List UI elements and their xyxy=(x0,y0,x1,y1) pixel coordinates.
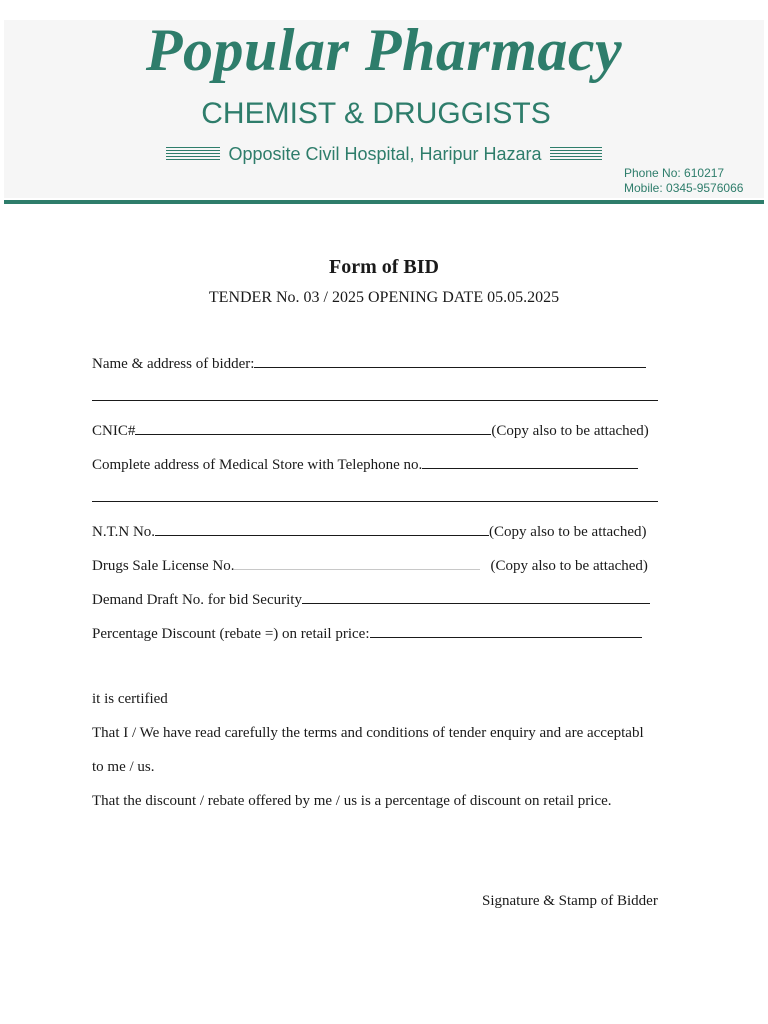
discount-field[interactable] xyxy=(370,621,642,638)
signature-label: Signature & Stamp of Bidder xyxy=(482,893,658,909)
name-address-label: Name & address of bidder: xyxy=(92,356,255,372)
medical-store-field[interactable] xyxy=(422,452,638,469)
ntn-row xyxy=(92,519,647,542)
cnic-note: (Copy also to be attached) xyxy=(491,423,649,439)
name-address-field-line2[interactable] xyxy=(92,400,658,401)
brand-subtitle: CHEMIST & DRUGGISTS xyxy=(201,97,551,130)
tender-line: TENDER No. 03 / 2025 OPENING DATE 05.05.2025 xyxy=(208,289,560,306)
name-address-row xyxy=(92,351,646,374)
certification-line-2: to me / us. xyxy=(92,759,155,775)
address-row xyxy=(0,142,768,166)
certification-heading: it is certified xyxy=(92,691,168,707)
phone-number: Phone No: 610217 xyxy=(624,166,725,180)
mobile-number: Mobile: 0345-9576066 xyxy=(624,181,744,195)
medical-store-label: Complete address of Medical Store with Telephone no. xyxy=(92,457,423,473)
decorative-lines-icon xyxy=(166,147,220,161)
header-divider xyxy=(4,200,764,204)
contact-info xyxy=(624,166,743,196)
certification-line-3: That the discount / rebate offered by me / us is a percentage of discount on retail price. xyxy=(92,793,612,809)
demand-draft-field[interactable] xyxy=(302,587,650,604)
dsl-field[interactable] xyxy=(234,553,480,570)
dsl-note: (Copy also to be attached) xyxy=(490,558,648,574)
discount-label: Percentage Discount (rebate =) on retail price: xyxy=(92,626,370,642)
dsl-row xyxy=(92,553,648,576)
cnic-field[interactable] xyxy=(135,418,491,435)
discount-row xyxy=(92,621,642,644)
decorative-lines-icon xyxy=(550,147,602,161)
medical-store-field-line2[interactable] xyxy=(92,501,658,502)
form-title: Form of BID xyxy=(329,256,439,278)
brand-name: Popular Pharmacy xyxy=(145,17,623,83)
demand-draft-row xyxy=(92,587,650,610)
ntn-field[interactable] xyxy=(155,519,489,536)
dsl-label: Drugs Sale License No. xyxy=(92,558,235,574)
cnic-row xyxy=(92,418,649,441)
store-address: Opposite Civil Hospital, Haripur Hazara xyxy=(228,144,542,164)
medical-store-row xyxy=(92,452,638,475)
cnic-label: CNIC# xyxy=(92,423,136,439)
certification-line-1: That I / We have read carefully the terms and conditions of tender enquiry and are acceptabl xyxy=(92,725,644,741)
ntn-label: N.T.N No. xyxy=(92,524,156,540)
name-address-field[interactable] xyxy=(254,351,646,368)
ntn-note: (Copy also to be attached) xyxy=(489,524,647,540)
demand-draft-label: Demand Draft No. for bid Security xyxy=(92,592,302,608)
